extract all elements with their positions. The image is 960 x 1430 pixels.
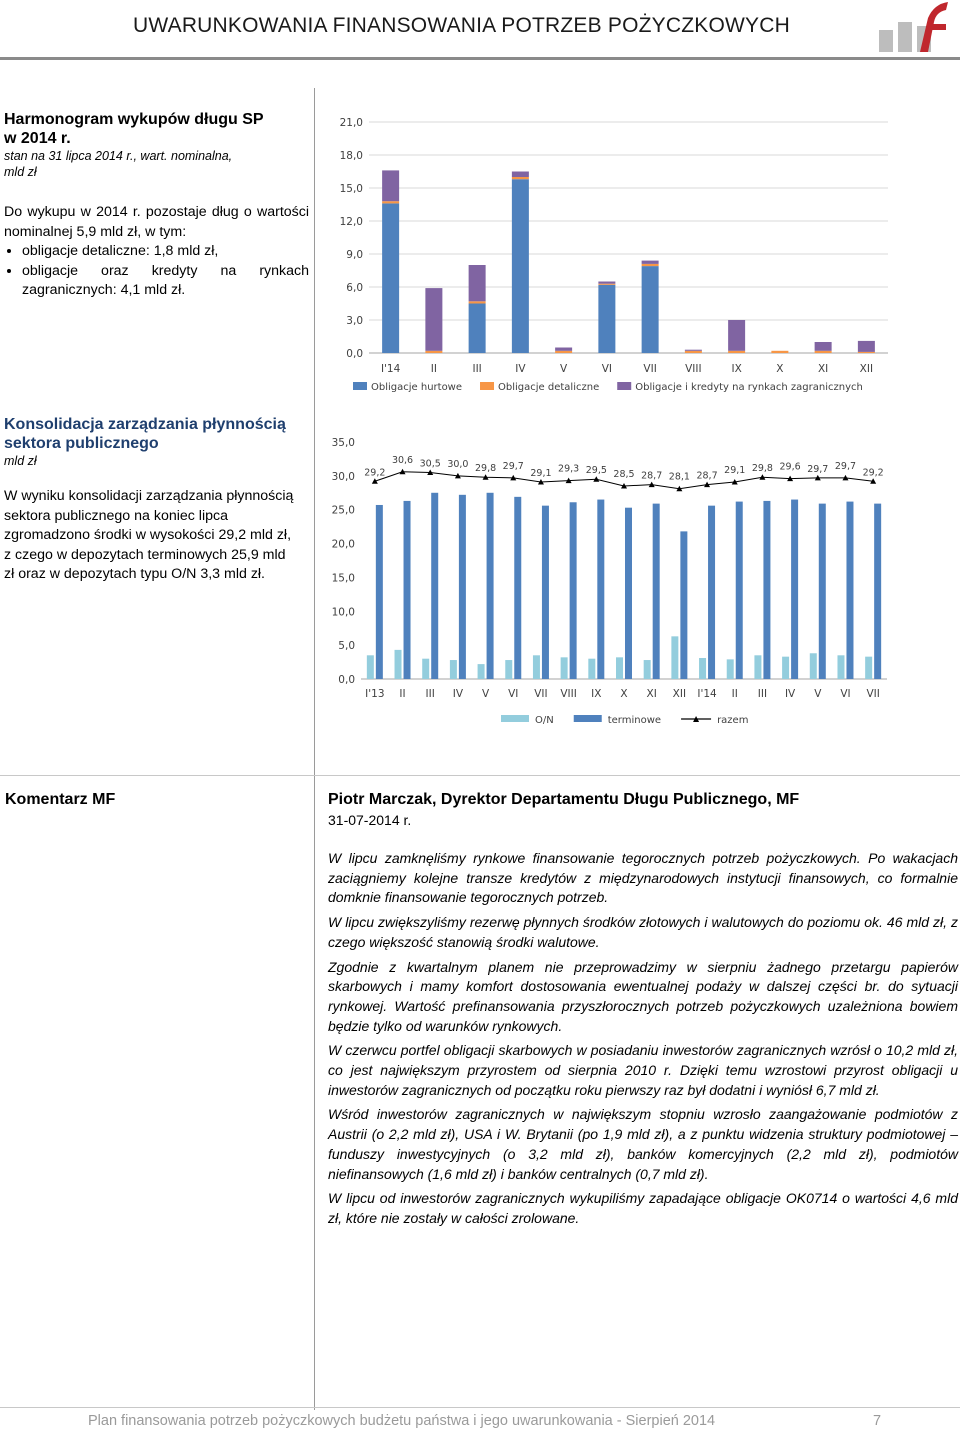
bar-segment <box>728 320 745 351</box>
bar-on <box>754 655 761 679</box>
bar-segment <box>815 342 832 351</box>
bar-term <box>597 500 604 679</box>
y-tick-label: 12,0 <box>339 216 363 228</box>
page-header-title: UWARUNKOWANIA FINANSOWANIA POTRZEB POŻYCZKOWYCH <box>133 14 790 37</box>
section1-bullet: • obligacje detaliczne: 1,8 mld zł, <box>22 242 309 262</box>
bar-segment <box>425 351 442 353</box>
y-tick-label: 0,0 <box>338 674 355 686</box>
bar-segment <box>555 351 572 353</box>
bar-segment <box>598 282 615 284</box>
x-tick-label: V <box>560 363 568 375</box>
bar-term <box>570 502 577 679</box>
legend-label: terminowe <box>607 715 662 726</box>
footer-text: Plan finansowania potrzeb pożyczkowych budżetu państwa i jego uwarunkowania - Sierpień 2014 <box>88 1413 716 1429</box>
x-tick-label: XII <box>859 363 874 375</box>
x-tick-label: VII <box>643 363 657 375</box>
x-tick-label: IV <box>515 363 526 375</box>
header-rule <box>0 57 960 60</box>
x-tick-label: I'14 <box>697 688 717 700</box>
comment-paragraph: W lipcu od inwestorów zagranicznych wykupiliśmy zapadające obligacje OK0714 o wartości 4,6 mld zł, które nie zostały w całości zrolowane. <box>328 1190 958 1226</box>
legend-swatch <box>617 382 631 390</box>
bar-term <box>653 504 660 679</box>
bar-on <box>422 659 429 679</box>
bar-segment <box>642 261 659 264</box>
section1-subtitle-line1: stan na 31 lipca 2014 r., wart. nominalna, <box>4 149 233 163</box>
section-redemption-schedule <box>4 110 309 301</box>
comment-paragraph: W czerwcu portfel obligacji skarbowych w posiadaniu inwestorów zagranicznych wzrósł o 10,2 mld zł, co jest największym przyrostem od sierpnia 2010 r. Dzięki temu wzrostowi przyrost obligacji u inwestorów zagranicznych od początku roku pierwszy raz był dodatni i wyniósł 6,7 mld zł. <box>328 1042 958 1098</box>
x-tick-label: XI <box>646 688 657 700</box>
comment-paragraph: Zgodnie z kwartalnym planem nie przeprowadzimy w sierpniu żadnego przetargu papierów skarbowych i mamy komfort dostosowania ewentualnej podaży w dalszej części br. do sytuacji rynkowej. Wartość prefinansowania przyszłorocznych potrzeb pożyczkowych uzależniona bowiem będzie tylko od warunków rynkowych. <box>328 958 958 1034</box>
bar-segment <box>642 264 659 266</box>
y-tick-label: 18,0 <box>339 150 363 162</box>
bar-segment <box>382 170 399 201</box>
y-tick-label: 15,0 <box>331 572 355 585</box>
comment-paragraph: Wśród inwestorów zagranicznych w największym stopniu wzrosło zaangażowanie podmiotów z Austrii (o 2,2 mld zł), USA i W. Brytanii (po 1,9 mld zł), a z punktu widzenia struktury podmiotowej – funduszy inwestycyjnych (o 3,2 mld zł), banków komercyjnych (2,2 mld zł), podmiotów niefinansowych (1,6 mld zł) i banków centralnych (0,7 mld zł). <box>328 1106 958 1182</box>
bar-on <box>782 657 789 679</box>
comment-body <box>328 849 958 1234</box>
bar-on <box>865 657 872 679</box>
legend-swatch <box>574 715 602 722</box>
bar-term <box>846 502 853 679</box>
bar-segment <box>685 351 702 353</box>
bar-on <box>533 655 540 679</box>
section1-bullets <box>4 242 309 301</box>
bar-term <box>376 505 383 679</box>
legend-swatch <box>501 715 529 722</box>
section1-text: Do wykupu w 2014 r. pozostaje dług o wartości nominalnej 5,9 mld zł, w tym: <box>4 204 309 240</box>
column-divider <box>314 88 315 1410</box>
bar-on <box>367 655 374 679</box>
section2-text: W wyniku konsolidacji zarządzania płynnością sektora publicznego na koniec lipca zgromadzono środki w wysokości 29,2 mld zł, z czego w depozytach terminowych 25,9 mld zł oraz w depozytach typu O/N 3,3 mld zł. <box>4 488 294 583</box>
y-tick-label: 20,0 <box>331 538 355 551</box>
data-label: 30,6 <box>391 454 414 466</box>
x-tick-label: II <box>399 688 406 700</box>
bar-term <box>791 500 798 679</box>
x-tick-label: X <box>620 688 628 700</box>
data-label: 29,7 <box>807 463 829 475</box>
bar-segment <box>469 304 486 354</box>
y-tick-label: 15,0 <box>339 183 363 195</box>
bar-on <box>395 650 402 679</box>
bar-term <box>736 502 743 679</box>
y-tick-label: 10,0 <box>331 606 355 619</box>
page-number: 7 <box>873 1413 882 1429</box>
data-label: 28,1 <box>668 471 690 483</box>
bar-segment <box>382 203 399 353</box>
bar-segment <box>555 348 572 351</box>
x-tick-label: I'14 <box>380 363 401 375</box>
bar-segment <box>642 266 659 353</box>
section1-title-line1: Harmonogram wykupów długu SP <box>4 111 264 128</box>
y-tick-label: 6,0 <box>346 282 363 294</box>
y-tick-label: 35,0 <box>331 437 355 449</box>
x-tick-label: IV <box>452 688 464 700</box>
x-tick-label: VI <box>601 363 613 375</box>
footer-rule <box>0 1407 960 1408</box>
comment-author: Piotr Marczak, Dyrektor Departamentu Długu Publicznego, MF <box>328 791 800 808</box>
data-label: 29,8 <box>751 463 773 475</box>
x-tick-label: II <box>430 363 437 375</box>
x-tick-label: IX <box>731 363 742 375</box>
bar-segment <box>815 351 832 353</box>
data-label: 28,7 <box>696 470 718 482</box>
bar-segment <box>771 351 788 353</box>
bar-segment <box>382 201 399 203</box>
section1-subtitle-line2: mld zł <box>4 165 37 179</box>
data-label: 29,1 <box>724 464 746 476</box>
legend-label: Obligacje detaliczne <box>498 382 600 393</box>
bar-segment <box>858 341 875 352</box>
x-tick-label: IX <box>591 688 602 700</box>
bar-segment <box>512 177 529 179</box>
bar-term <box>874 504 881 679</box>
bar-segment <box>858 352 875 353</box>
comment-label: Komentarz MF <box>5 791 116 808</box>
data-label: 29,7 <box>834 460 857 472</box>
x-tick-label: V <box>481 688 490 700</box>
data-label: 28,7 <box>641 470 663 482</box>
x-tick-label: III <box>425 688 435 700</box>
legend-label: Obligacje hurtowe <box>371 382 463 393</box>
section2-title-line1: Konsolidacja zarządzania płynnością <box>4 416 286 433</box>
bar-on <box>478 664 485 679</box>
bar-segment <box>469 301 486 303</box>
bar-on <box>671 636 678 679</box>
x-tick-label: III <box>472 363 482 375</box>
bar-on <box>699 658 706 679</box>
data-label: 29,6 <box>779 461 801 473</box>
x-tick-label: V <box>814 688 822 700</box>
mf-logo <box>876 0 952 60</box>
bar-term <box>431 493 438 679</box>
y-tick-label: 21,0 <box>339 117 363 129</box>
y-tick-label: 0,0 <box>346 348 363 360</box>
data-label: 29,5 <box>585 465 607 477</box>
legend-label: razem <box>717 715 749 726</box>
x-tick-label: II <box>731 688 738 700</box>
bar-segment <box>469 265 486 301</box>
bar-term <box>763 501 770 679</box>
x-tick-label: IV <box>784 688 796 700</box>
x-tick-label: VI <box>508 688 519 700</box>
bar-segment <box>425 288 442 351</box>
legend-swatch <box>353 382 367 390</box>
data-label: 29,2 <box>364 467 386 479</box>
data-label: 30,5 <box>419 458 441 470</box>
bar-term <box>819 504 826 679</box>
bar-segment <box>512 172 529 178</box>
bar-on <box>561 657 568 679</box>
section1-title-line2: w 2014 r. <box>4 130 71 147</box>
section1-bullet: • obligacje oraz kredyty na rynkach zagranicznych: 4,1 mld zł. <box>22 262 309 301</box>
x-tick-label: I'13 <box>365 688 385 700</box>
y-tick-label: 30,0 <box>331 470 355 483</box>
bar-term <box>625 508 632 679</box>
comment-paragraph: W lipcu zwiększyliśmy rezerwę płynnych środków złotowych i walutowych do poziomu ok. 46 mld zł, z czego większość stanowią środki walutowe. <box>328 914 958 950</box>
bar-segment <box>598 284 615 285</box>
data-label: 29,7 <box>502 460 524 472</box>
section-liquidity-consolidation <box>4 415 294 585</box>
bar-on <box>616 657 623 679</box>
x-tick-label: XI <box>817 363 829 375</box>
y-tick-label: 5,0 <box>338 640 355 653</box>
bar-term <box>514 497 521 679</box>
legend-label: O/N <box>535 715 554 726</box>
comment-date: 31-07-2014 r. <box>328 812 412 828</box>
bar-term <box>459 495 466 679</box>
x-tick-label: X <box>776 363 784 375</box>
legend-swatch <box>480 382 494 390</box>
bar-on <box>727 659 734 679</box>
comment-paragraph: W lipcu zamknęliśmy rynkowe finansowanie tegorocznych potrzeb pożyczkowych. Po wakacjach zaciągniemy kolejne transze kredytów z międzynarodowych instytucji finansowych, co formalnie domknie finansowanie tegorocznych potrzeb. <box>328 850 958 906</box>
bar-segment <box>685 350 702 351</box>
bar-on <box>505 660 512 679</box>
x-tick-label: VIII <box>560 688 577 700</box>
redemption-schedule-chart <box>325 108 895 404</box>
x-tick-label: III <box>757 688 768 700</box>
y-tick-label: 3,0 <box>346 315 363 327</box>
bar-segment <box>598 285 615 353</box>
bar-term <box>404 501 411 679</box>
data-label: 29,8 <box>475 463 497 475</box>
x-tick-label: XII <box>672 688 687 700</box>
data-label: 29,2 <box>862 467 884 479</box>
bar-term <box>542 506 549 679</box>
bar-term <box>487 493 494 679</box>
section2-title-line2: sektora publicznego <box>4 435 159 452</box>
data-label: 30,0 <box>447 458 469 470</box>
data-label: 29,1 <box>530 467 552 479</box>
bar-on <box>588 659 595 679</box>
legend-label: Obligacje i kredyty na rynkach zagranicznych <box>635 382 863 393</box>
data-label: 29,3 <box>558 463 580 475</box>
section2-subtitle: mld zł <box>4 454 37 468</box>
section-divider <box>0 775 960 776</box>
bar-term <box>680 531 687 679</box>
x-tick-label: VIII <box>685 363 702 375</box>
bar-segment <box>728 351 745 353</box>
liquidity-consolidation-chart <box>325 432 895 730</box>
bar-term <box>708 506 715 679</box>
bar-on <box>644 660 651 679</box>
y-tick-label: 25,0 <box>331 504 355 517</box>
x-tick-label: VII <box>866 688 880 700</box>
bar-on <box>450 660 457 679</box>
x-tick-label: VII <box>534 688 548 700</box>
y-tick-label: 9,0 <box>346 249 363 261</box>
data-label: 28,5 <box>613 469 635 481</box>
bar-on <box>810 653 817 679</box>
bar-segment <box>512 179 529 353</box>
bar-on <box>837 655 844 679</box>
x-tick-label: VI <box>840 688 851 700</box>
